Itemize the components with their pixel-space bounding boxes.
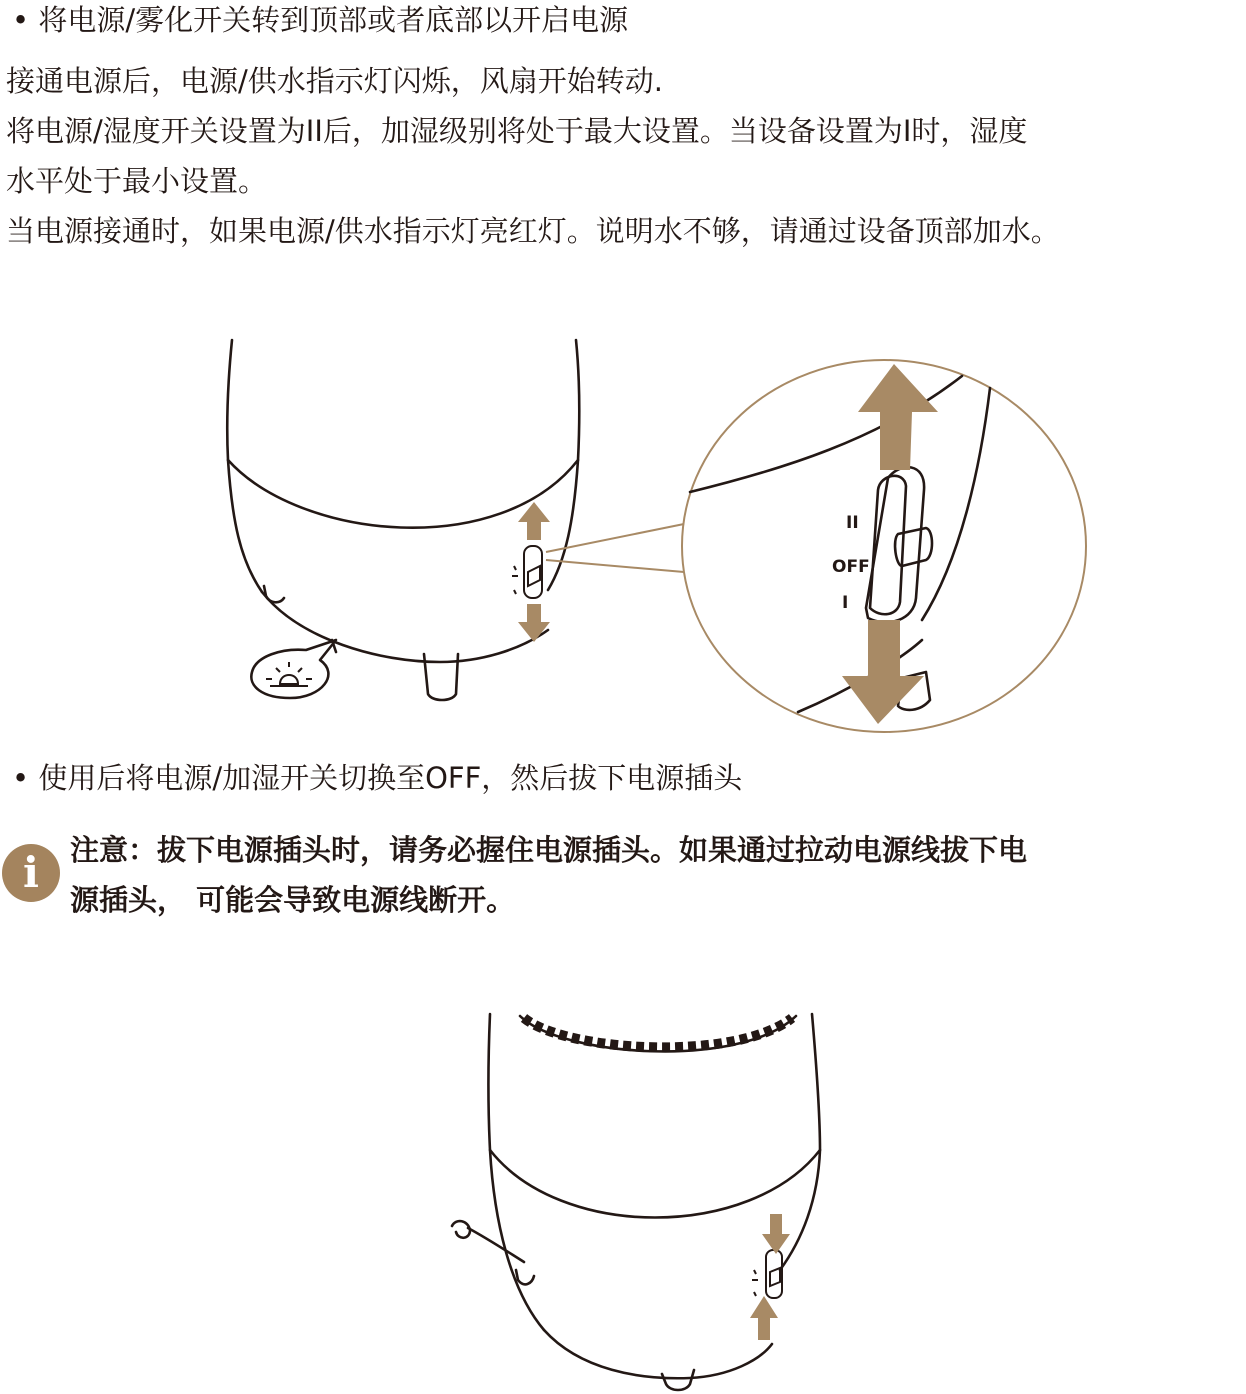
- paragraph-line-1: 接通电源后，电源/供水指示灯闪烁，风扇开始转动.: [6, 64, 663, 98]
- indicator-light-icon: [266, 662, 312, 686]
- label-low: I: [842, 593, 849, 613]
- info-icon: i: [2, 844, 60, 902]
- step-power-on: • 将电源/雾化开关转到顶部或者底部以开启电源: [12, 3, 629, 37]
- step-power-off: • 使用后将电源/加湿开关切换至OFF，然后拔下电源插头: [12, 761, 743, 795]
- label-high: II: [846, 513, 859, 533]
- note-line-1: 注意：拔下电源插头时，请务必握住电源插头。如果通过拉动电源线拔下电: [70, 833, 1028, 867]
- label-off: OFF: [832, 557, 870, 577]
- small-switch-off-illustration: [752, 1250, 782, 1298]
- paragraph-line-3: 水平处于最小设置。: [6, 164, 268, 198]
- large-up-down-arrow-icon: [842, 364, 938, 724]
- small-up-down-arrow-icon: [518, 502, 550, 642]
- paragraph-line-4: 当电源接通时，如果电源/供水指示灯亮红灯。说明水不够，请通过设备顶部加水。: [6, 214, 1060, 248]
- paragraph-line-2: 将电源/湿度开关设置为II后，加湿级别将处于最大设置。当设备设置为I时，湿度: [6, 114, 1028, 148]
- small-switch-illustration: [512, 546, 542, 598]
- note-line-2: 源插头， 可能会导致电源线断开。: [70, 883, 516, 917]
